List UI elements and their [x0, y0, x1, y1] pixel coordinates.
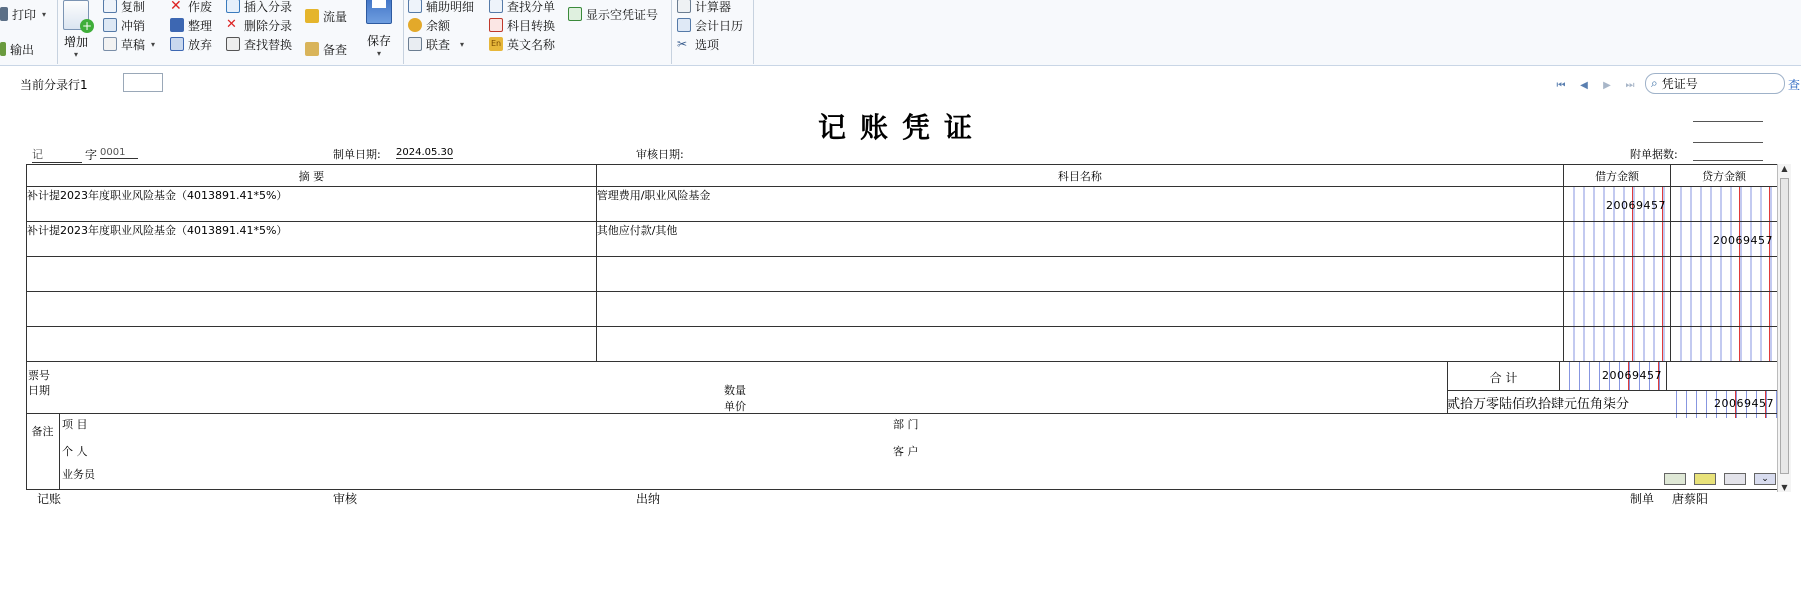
print-label: 打印	[12, 7, 37, 22]
summary-cell[interactable]: 补计提2023年度职业风险基金（4013891.41*5%）	[27, 187, 597, 222]
voucher-number-field[interactable]: 0001	[100, 147, 138, 159]
unit-price-label: 单价	[724, 400, 746, 413]
voucher-entries-table	[26, 164, 1778, 362]
table-row[interactable]	[27, 292, 1778, 327]
aux-detail-button[interactable]	[408, 0, 474, 15]
debit-cell[interactable]	[1564, 257, 1671, 292]
quantity-label: 数量	[724, 384, 746, 397]
summary-cell[interactable]	[27, 292, 597, 327]
total-credit-amount: 20069457	[1714, 397, 1774, 410]
find-replace-label: 查找替换	[244, 37, 293, 52]
calculator-button[interactable]	[677, 0, 731, 15]
add-document-icon: +	[63, 0, 89, 30]
linked-query-button[interactable]	[408, 35, 464, 53]
calendar-icon	[677, 18, 691, 32]
last-record-icon[interactable]: ⏭	[1625, 79, 1635, 91]
draft-button[interactable]	[103, 35, 155, 53]
debit-amount: 20069457	[1606, 199, 1667, 212]
table-header-row	[27, 165, 1778, 187]
aux-detail-icon	[408, 0, 422, 13]
audit-date-label: 审核日期:	[636, 148, 684, 161]
balance-button[interactable]	[408, 16, 450, 34]
organize-label: 整理	[188, 18, 213, 33]
cash-flow-button[interactable]	[305, 7, 347, 25]
reverse-icon	[103, 18, 117, 32]
search-icon: ⌕	[1651, 76, 1658, 90]
options-label: 选项	[695, 37, 720, 52]
customer-label: 客 户	[893, 445, 919, 458]
date-label: 制单日期:	[333, 148, 381, 161]
find-entry-icon	[489, 0, 503, 13]
tools-icon: ✂	[677, 37, 688, 51]
account-cell[interactable]	[596, 292, 1563, 327]
title-decoration-line	[1693, 121, 1763, 122]
save-label: 保存	[366, 34, 391, 48]
add-label: 增加	[63, 35, 88, 49]
void-icon: ✕	[170, 0, 182, 14]
current-entry-label: 当前分录行1	[20, 78, 88, 92]
linked-query-label: 联查	[426, 37, 451, 52]
copy-icon	[103, 0, 117, 13]
voucher-number-input[interactable]	[1662, 77, 1762, 91]
bookkeeping-label: 记账	[37, 492, 62, 506]
credit-cell[interactable]	[1671, 327, 1778, 362]
account-cell[interactable]	[596, 327, 1563, 362]
options-button[interactable]	[677, 35, 719, 53]
debit-cell[interactable]	[1564, 292, 1671, 327]
scroll-down-icon[interactable]: ▼	[1781, 483, 1788, 492]
person-label: 个 人	[62, 445, 88, 458]
credit-cell[interactable]	[1671, 292, 1778, 327]
memo-label: 备查	[323, 42, 348, 57]
abandon-button[interactable]	[170, 35, 212, 53]
voucher-type-field[interactable]: 记	[32, 146, 82, 163]
show-empty-voucher-no-button[interactable]	[568, 5, 658, 23]
insert-row-icon	[226, 0, 240, 13]
total-words-divider	[1447, 390, 1448, 414]
debit-cell[interactable]	[1564, 327, 1671, 362]
vertical-scrollbar[interactable]	[1777, 164, 1791, 492]
total-divider	[1447, 390, 1778, 391]
calculator-label: 计算器	[695, 0, 732, 14]
printer-icon	[0, 7, 8, 21]
chevron-down-icon: ▾	[42, 9, 47, 19]
reverse-button[interactable]	[103, 16, 145, 34]
table-row[interactable]	[27, 257, 1778, 292]
balance-coins-icon	[408, 18, 422, 32]
toolbar-divider	[753, 0, 754, 64]
export-label: 输出	[10, 42, 35, 57]
audit-label: 审核	[333, 492, 358, 506]
voucher-search-box[interactable]	[1645, 73, 1785, 94]
english-name-button[interactable]	[489, 35, 555, 53]
chevron-down-icon: ▾	[151, 39, 156, 49]
table-row[interactable]	[27, 327, 1778, 362]
delete-entry-button[interactable]	[226, 16, 292, 34]
void-button[interactable]	[170, 0, 212, 15]
toolbar-divider	[57, 0, 58, 64]
attachment-count-field[interactable]	[1693, 160, 1763, 161]
save-button[interactable]	[366, 0, 392, 58]
export-icon	[0, 42, 6, 56]
copy-label: 复制	[121, 0, 146, 14]
save-disk-icon	[366, 0, 392, 24]
total-debit-cell	[1560, 362, 1667, 390]
summary-cell[interactable]	[27, 327, 597, 362]
scroll-up-icon[interactable]: ▲	[1781, 164, 1788, 173]
total-in-words: 贰拾万零陆佰玖拾肆元伍角柒分	[1447, 397, 1630, 412]
total-debit-amount: 20069457	[1602, 369, 1662, 382]
account-column-header: 科目名称	[596, 165, 1563, 187]
add-button[interactable]	[63, 0, 93, 59]
cashier-label: 出纳	[636, 492, 661, 506]
draft-label: 草稿	[121, 37, 146, 52]
cash-flow-label: 流量	[323, 9, 348, 24]
linked-query-icon	[408, 37, 422, 51]
reverse-label: 冲销	[121, 18, 146, 33]
voucher-number-label: 字	[85, 148, 98, 162]
department-label: 部 门	[893, 418, 919, 431]
next-record-icon[interactable]: ▶	[1603, 79, 1611, 91]
credit-cell[interactable]	[1671, 222, 1778, 257]
debit-column-header: 借方金额	[1564, 165, 1671, 187]
summary-cell[interactable]: 补计提2023年度职业风险基金（4013891.41*5%）	[27, 222, 597, 257]
preparer-name: 唐蔡阳	[1672, 492, 1709, 506]
record-navigation	[1553, 78, 1638, 92]
credit-amount: 20069457	[1713, 234, 1773, 247]
delete-row-icon: ✕	[226, 17, 237, 32]
toolbar-divider	[403, 0, 404, 64]
copy-button[interactable]	[103, 0, 145, 15]
organize-icon	[170, 18, 184, 32]
draft-icon	[103, 37, 117, 51]
cash-flow-icon	[305, 9, 319, 23]
voucher-title: 记账凭证	[818, 111, 987, 144]
english-name-icon: En	[489, 37, 503, 51]
scrollbar-thumb[interactable]	[1780, 178, 1789, 474]
debit-cell[interactable]	[1564, 222, 1671, 257]
export-button[interactable]	[0, 40, 34, 58]
english-name-label: 英文名称	[507, 37, 556, 52]
toolbar	[0, 0, 1801, 66]
find-replace-button[interactable]	[226, 35, 292, 53]
aux-detail-label: 辅助明细	[426, 0, 475, 14]
calculator-icon	[677, 0, 691, 13]
show-empty-voucher-no-label: 显示空凭证号	[586, 7, 659, 22]
card-icon[interactable]	[1664, 473, 1686, 485]
date-field[interactable]: 2024.05.30	[396, 147, 454, 158]
memo-button[interactable]	[305, 40, 347, 58]
edit-icon[interactable]	[1724, 473, 1746, 485]
previous-record-icon[interactable]: ◀	[1580, 79, 1588, 91]
account-cell[interactable]: 其他应付款/其他	[596, 222, 1563, 257]
summary-cell[interactable]	[27, 257, 597, 292]
search-button[interactable]: 查	[1788, 78, 1801, 92]
balance-label: 余额	[426, 18, 451, 33]
ticket-no-label: 票号	[28, 369, 50, 382]
account-convert-button[interactable]	[489, 16, 555, 34]
organize-button[interactable]	[170, 16, 212, 34]
expand-down-icon[interactable]: ⌄	[1754, 473, 1776, 485]
voucher-number-icon	[568, 7, 582, 21]
abandon-label: 放弃	[188, 37, 213, 52]
ticket-date-label: 日期	[28, 384, 50, 397]
remarks-label: 备注	[26, 413, 60, 490]
insert-entry-label: 插入分录	[244, 0, 293, 14]
debit-cell[interactable]	[1564, 187, 1671, 222]
preparer-label: 制单	[1630, 492, 1655, 506]
current-entry-input[interactable]	[123, 73, 163, 92]
find-replace-icon	[226, 37, 240, 51]
find-entry-button[interactable]	[489, 0, 555, 15]
chevron-down-icon: ▾	[376, 49, 381, 58]
id-card-icon[interactable]	[1694, 473, 1716, 485]
account-cell[interactable]: 管理费用/职业风险基金	[596, 187, 1563, 222]
title-decoration-line	[1693, 142, 1763, 143]
accounting-calendar-label: 会计日历	[695, 18, 744, 33]
total-label: 合 计	[1447, 362, 1560, 390]
insert-entry-button[interactable]	[226, 0, 292, 15]
toolbar-divider	[671, 0, 672, 64]
chevron-down-icon: ▾	[460, 39, 465, 49]
credit-column-header: 贷方金额	[1671, 165, 1778, 187]
delete-entry-label: 删除分录	[244, 18, 293, 33]
memo-icon	[305, 42, 319, 56]
void-label: 作废	[188, 0, 213, 14]
project-label: 项 目	[62, 418, 88, 431]
credit-cell[interactable]	[1671, 187, 1778, 222]
credit-cell[interactable]	[1671, 257, 1778, 292]
account-cell[interactable]	[596, 257, 1563, 292]
account-convert-label: 科目转换	[507, 18, 556, 33]
account-convert-icon	[489, 18, 503, 32]
table-row[interactable]	[27, 187, 1778, 222]
accounting-calendar-button[interactable]	[677, 16, 743, 34]
chevron-down-icon: ▾	[73, 50, 78, 59]
summary-column-header: 摘 要	[27, 165, 597, 187]
print-button[interactable]	[0, 5, 46, 23]
abandon-icon	[170, 37, 184, 51]
first-record-icon[interactable]: ⏮	[1556, 79, 1566, 91]
table-row[interactable]	[27, 222, 1778, 257]
attachment-label: 附单据数:	[1630, 148, 1678, 161]
salesperson-label: 业务员	[62, 468, 95, 481]
find-entry-label: 查找分单	[507, 0, 556, 14]
